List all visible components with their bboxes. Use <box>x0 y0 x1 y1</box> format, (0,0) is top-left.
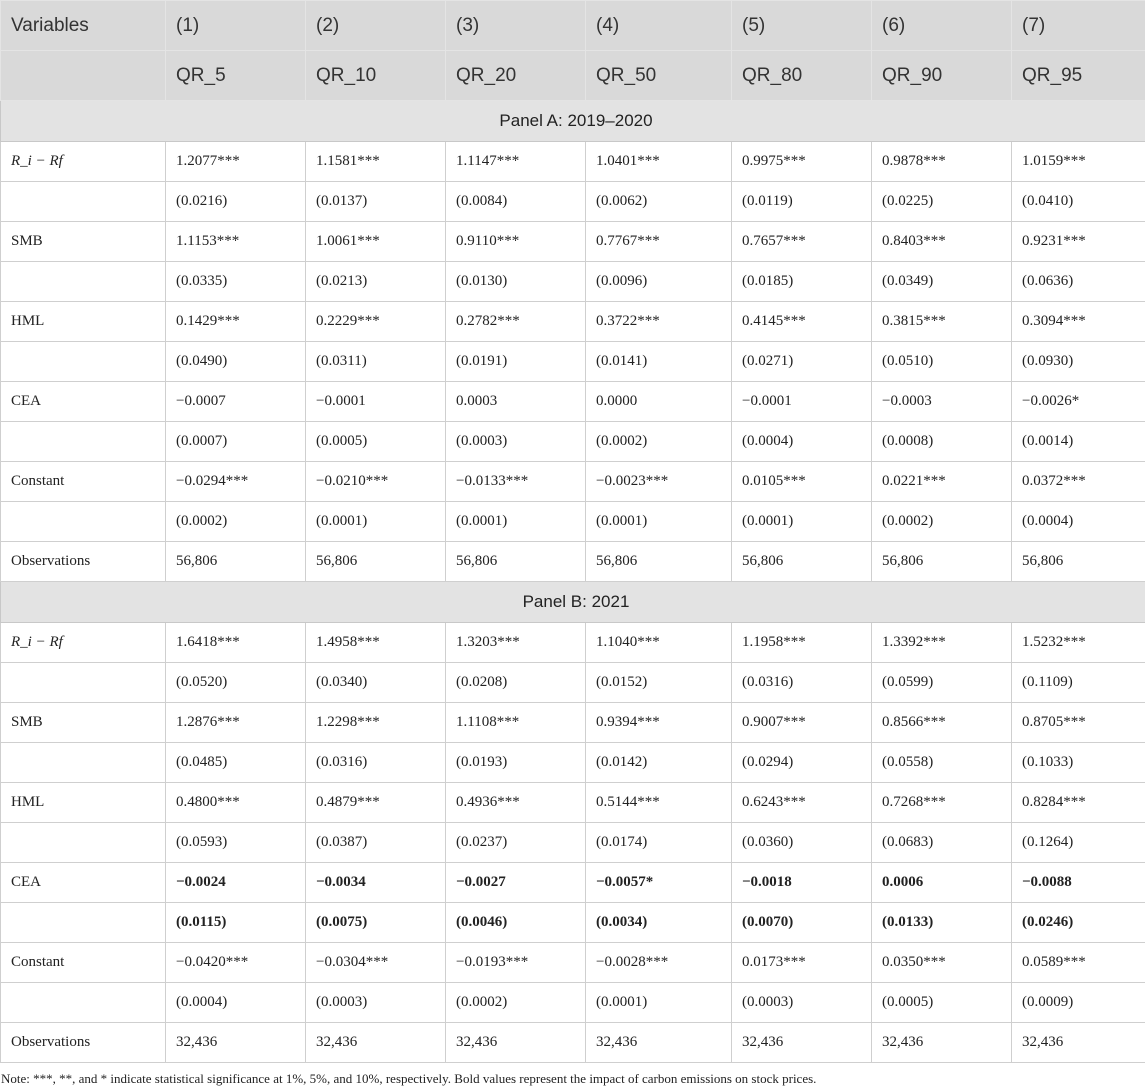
table-cell: (0.1033) <box>1012 743 1145 783</box>
table-cell: −0.0028*** <box>586 943 732 983</box>
column-header: (1) <box>166 1 306 51</box>
row-label <box>1 743 166 783</box>
table-cell: 0.0350*** <box>872 943 1012 983</box>
table-cell: 0.8705*** <box>1012 703 1145 743</box>
table-cell: 0.9975*** <box>732 142 872 182</box>
table-cell: (0.0001) <box>586 983 732 1023</box>
table-cell: 0.9394*** <box>586 703 732 743</box>
table-cell: 56,806 <box>306 542 446 582</box>
table-cell: (0.0593) <box>166 823 306 863</box>
table-cell: 56,806 <box>446 542 586 582</box>
table-row <box>1 382 1145 422</box>
row-label <box>1 983 166 1023</box>
table-cell: 1.5232*** <box>1012 623 1145 663</box>
table-cell: (0.0185) <box>732 262 872 302</box>
table-cell: 0.7657*** <box>732 222 872 262</box>
table-row <box>1 903 1145 943</box>
table-cell: 0.9007*** <box>732 703 872 743</box>
table-header <box>1 1 1145 101</box>
panel-row <box>1 582 1145 623</box>
table-cell: (0.0014) <box>1012 422 1145 462</box>
table-row <box>1 222 1145 262</box>
row-label <box>1 502 166 542</box>
table-cell: (0.0930) <box>1012 342 1145 382</box>
table-cell: (0.0490) <box>166 342 306 382</box>
column-header: QR_5 <box>166 51 306 101</box>
table-cell: −0.0026* <box>1012 382 1145 422</box>
table-cell: (0.0349) <box>872 262 1012 302</box>
table-cell: (0.0005) <box>872 983 1012 1023</box>
row-label: CEA <box>1 863 166 903</box>
table-cell: (0.0001) <box>586 502 732 542</box>
column-header: QR_20 <box>446 51 586 101</box>
table-cell: (0.0387) <box>306 823 446 863</box>
table-cell: (0.0335) <box>166 262 306 302</box>
column-header-variables <box>1 51 166 101</box>
table-cell: 0.7767*** <box>586 222 732 262</box>
table-cell: (0.0246) <box>1012 903 1145 943</box>
table-cell: (0.0034) <box>586 903 732 943</box>
table-cell: 0.7268*** <box>872 783 1012 823</box>
table-cell: 0.8284*** <box>1012 783 1145 823</box>
table-cell: (0.0213) <box>306 262 446 302</box>
table-cell: 0.8403*** <box>872 222 1012 262</box>
table-cell: 32,436 <box>306 1023 446 1063</box>
table-cell: (0.0007) <box>166 422 306 462</box>
table-cell: (0.0003) <box>446 422 586 462</box>
panel-title: Panel B: 2021 <box>1 582 1145 623</box>
table-cell: (0.0485) <box>166 743 306 783</box>
table-cell: (0.0174) <box>586 823 732 863</box>
table-row <box>1 182 1145 222</box>
table-cell: 0.9231*** <box>1012 222 1145 262</box>
table-row <box>1 142 1145 182</box>
table-cell: (0.0008) <box>872 422 1012 462</box>
table-cell: 0.0000 <box>586 382 732 422</box>
column-header: (2) <box>306 1 446 51</box>
table-row <box>1 703 1145 743</box>
table-cell: 0.9110*** <box>446 222 586 262</box>
table-cell: (0.0133) <box>872 903 1012 943</box>
table-cell: (0.1109) <box>1012 663 1145 703</box>
table-cell: (0.0070) <box>732 903 872 943</box>
table-cell: (0.0003) <box>732 983 872 1023</box>
row-label <box>1 262 166 302</box>
row-label-text: R_i − Rf <box>11 634 63 650</box>
table-cell: −0.0304*** <box>306 943 446 983</box>
table-cell: 1.4958*** <box>306 623 446 663</box>
table-cell: (0.0119) <box>732 182 872 222</box>
table-cell: (0.0096) <box>586 262 732 302</box>
table-cell: 0.5144*** <box>586 783 732 823</box>
table-cell: (0.0046) <box>446 903 586 943</box>
row-label <box>1 342 166 382</box>
table-cell: (0.0510) <box>872 342 1012 382</box>
table-cell: 0.3722*** <box>586 302 732 342</box>
table-cell: 1.1581*** <box>306 142 446 182</box>
table-cell: 56,806 <box>732 542 872 582</box>
table-cell: 56,806 <box>586 542 732 582</box>
table-cell: −0.0193*** <box>446 943 586 983</box>
table-cell: (0.0075) <box>306 903 446 943</box>
table-cell: 0.4800*** <box>166 783 306 823</box>
header-row <box>1 51 1145 101</box>
table-cell: 1.2298*** <box>306 703 446 743</box>
table-cell: −0.0001 <box>732 382 872 422</box>
panel-title: Panel A: 2019–2020 <box>1 101 1145 142</box>
table-cell: 0.0003 <box>446 382 586 422</box>
table-cell: (0.0311) <box>306 342 446 382</box>
table-cell: (0.0237) <box>446 823 586 863</box>
column-header-variables: Variables <box>1 1 166 51</box>
table-cell: (0.0130) <box>446 262 586 302</box>
table-cell: (0.0636) <box>1012 262 1145 302</box>
table-row <box>1 623 1145 663</box>
row-label <box>1 422 166 462</box>
table-cell: (0.0141) <box>586 342 732 382</box>
table-body <box>1 101 1145 1063</box>
table-cell: 0.4936*** <box>446 783 586 823</box>
table-cell: 32,436 <box>732 1023 872 1063</box>
table-row <box>1 663 1145 703</box>
table-cell: 1.2876*** <box>166 703 306 743</box>
table-cell: (0.0004) <box>166 983 306 1023</box>
table-cell: (0.0062) <box>586 182 732 222</box>
table-cell: 0.8566*** <box>872 703 1012 743</box>
column-header: QR_10 <box>306 51 446 101</box>
table-cell: (0.0004) <box>1012 502 1145 542</box>
column-header: QR_95 <box>1012 51 1145 101</box>
table-cell: (0.0225) <box>872 182 1012 222</box>
table-cell: −0.0024 <box>166 863 306 903</box>
table-cell: −0.0018 <box>732 863 872 903</box>
table-cell: (0.0520) <box>166 663 306 703</box>
table-cell: (0.0193) <box>446 743 586 783</box>
table-cell: (0.0115) <box>166 903 306 943</box>
table-cell: (0.0142) <box>586 743 732 783</box>
table-row <box>1 823 1145 863</box>
table-row <box>1 983 1145 1023</box>
table-cell: (0.0001) <box>306 502 446 542</box>
row-label: Observations <box>1 542 166 582</box>
table-row <box>1 542 1145 582</box>
table-row <box>1 422 1145 462</box>
table-cell: −0.0088 <box>1012 863 1145 903</box>
table-cell: (0.0216) <box>166 182 306 222</box>
table-cell: (0.0599) <box>872 663 1012 703</box>
column-header: (5) <box>732 1 872 51</box>
table-cell: 0.9878*** <box>872 142 1012 182</box>
table-cell: −0.0057* <box>586 863 732 903</box>
row-label: SMB <box>1 222 166 262</box>
table-cell: 1.3392*** <box>872 623 1012 663</box>
table-cell: 1.1147*** <box>446 142 586 182</box>
table-cell: −0.0133*** <box>446 462 586 502</box>
row-label <box>1 903 166 943</box>
table-cell: 1.6418*** <box>166 623 306 663</box>
table-cell: −0.0007 <box>166 382 306 422</box>
table-cell: −0.0034 <box>306 863 446 903</box>
column-header: QR_90 <box>872 51 1012 101</box>
table-cell: (0.0009) <box>1012 983 1145 1023</box>
row-label: HML <box>1 302 166 342</box>
table-cell: 0.0006 <box>872 863 1012 903</box>
table-cell: (0.0002) <box>446 983 586 1023</box>
table-cell: 0.2229*** <box>306 302 446 342</box>
table-cell: (0.0005) <box>306 422 446 462</box>
table-cell: −0.0003 <box>872 382 1012 422</box>
table-cell: 56,806 <box>1012 542 1145 582</box>
row-label: CEA <box>1 382 166 422</box>
table-cell: 56,806 <box>166 542 306 582</box>
table-cell: 0.4145*** <box>732 302 872 342</box>
table-cell: 32,436 <box>872 1023 1012 1063</box>
table-cell: 0.4879*** <box>306 783 446 823</box>
table-cell: (0.0316) <box>306 743 446 783</box>
row-label <box>1 663 166 703</box>
table-cell: 1.0061*** <box>306 222 446 262</box>
row-label <box>1 182 166 222</box>
table-cell: (0.0360) <box>732 823 872 863</box>
table-cell: (0.0683) <box>872 823 1012 863</box>
table-cell: 1.2077*** <box>166 142 306 182</box>
table-row <box>1 342 1145 382</box>
table-row <box>1 863 1145 903</box>
table-cell: 0.3094*** <box>1012 302 1145 342</box>
table-cell: (0.0002) <box>872 502 1012 542</box>
column-header: QR_50 <box>586 51 732 101</box>
table-cell: −0.0001 <box>306 382 446 422</box>
table-cell: (0.0191) <box>446 342 586 382</box>
table-cell: (0.0294) <box>732 743 872 783</box>
table-cell: (0.0002) <box>166 502 306 542</box>
column-header: (6) <box>872 1 1012 51</box>
table-cell: 1.0159*** <box>1012 142 1145 182</box>
table-row <box>1 1023 1145 1063</box>
table-cell: (0.0004) <box>732 422 872 462</box>
table-cell: −0.0023*** <box>586 462 732 502</box>
table-cell: (0.0340) <box>306 663 446 703</box>
panel-row <box>1 101 1145 142</box>
table-row <box>1 783 1145 823</box>
table-cell: −0.0420*** <box>166 943 306 983</box>
table-cell: 1.1958*** <box>732 623 872 663</box>
column-header: QR_80 <box>732 51 872 101</box>
row-label: Constant <box>1 943 166 983</box>
table-row <box>1 743 1145 783</box>
table-cell: (0.0084) <box>446 182 586 222</box>
table-cell: 32,436 <box>166 1023 306 1063</box>
column-header: (7) <box>1012 1 1145 51</box>
table-cell: (0.0208) <box>446 663 586 703</box>
table-cell: (0.0152) <box>586 663 732 703</box>
table-cell: (0.0271) <box>732 342 872 382</box>
table-note: Note: ***, **, and * indicate statistical significance at 1%, 5%, and 10%, respectively. Bold values represent the impact of carbon emissions on stock prices. <box>0 1063 1145 1087</box>
table-cell: 1.1108*** <box>446 703 586 743</box>
table-cell: 1.0401*** <box>586 142 732 182</box>
table-cell: 0.1429*** <box>166 302 306 342</box>
table-cell: −0.0210*** <box>306 462 446 502</box>
table-cell: (0.0002) <box>586 422 732 462</box>
row-label: SMB <box>1 703 166 743</box>
table-row <box>1 462 1145 502</box>
table-cell: (0.0001) <box>446 502 586 542</box>
table-cell: (0.0137) <box>306 182 446 222</box>
row-label <box>1 623 166 663</box>
table-row <box>1 302 1145 342</box>
table-cell: 1.1153*** <box>166 222 306 262</box>
table-cell: (0.0001) <box>732 502 872 542</box>
row-label <box>1 823 166 863</box>
table-cell: (0.0316) <box>732 663 872 703</box>
row-label-text: R_i − Rf <box>11 153 63 169</box>
row-label: Observations <box>1 1023 166 1063</box>
column-header: (3) <box>446 1 586 51</box>
table-row <box>1 502 1145 542</box>
table-cell: 0.0173*** <box>732 943 872 983</box>
table-cell: 32,436 <box>586 1023 732 1063</box>
row-label: HML <box>1 783 166 823</box>
table-cell: −0.0294*** <box>166 462 306 502</box>
table-cell: 0.6243*** <box>732 783 872 823</box>
table-cell: (0.1264) <box>1012 823 1145 863</box>
table-cell: (0.0558) <box>872 743 1012 783</box>
table-cell: 0.0372*** <box>1012 462 1145 502</box>
header-row <box>1 1 1145 51</box>
table-cell: (0.0410) <box>1012 182 1145 222</box>
row-label: Constant <box>1 462 166 502</box>
table-cell: 1.3203*** <box>446 623 586 663</box>
column-header: (4) <box>586 1 732 51</box>
row-label <box>1 142 166 182</box>
table-cell: 32,436 <box>1012 1023 1145 1063</box>
table-cell: −0.0027 <box>446 863 586 903</box>
table-cell: 32,436 <box>446 1023 586 1063</box>
table-row <box>1 262 1145 302</box>
table-cell: 0.3815*** <box>872 302 1012 342</box>
table-cell: 0.0221*** <box>872 462 1012 502</box>
table-cell: 0.0105*** <box>732 462 872 502</box>
table-cell: 56,806 <box>872 542 1012 582</box>
table-row <box>1 943 1145 983</box>
table-cell: 0.2782*** <box>446 302 586 342</box>
table-cell: 1.1040*** <box>586 623 732 663</box>
table-cell: (0.0003) <box>306 983 446 1023</box>
table-cell: 0.0589*** <box>1012 943 1145 983</box>
